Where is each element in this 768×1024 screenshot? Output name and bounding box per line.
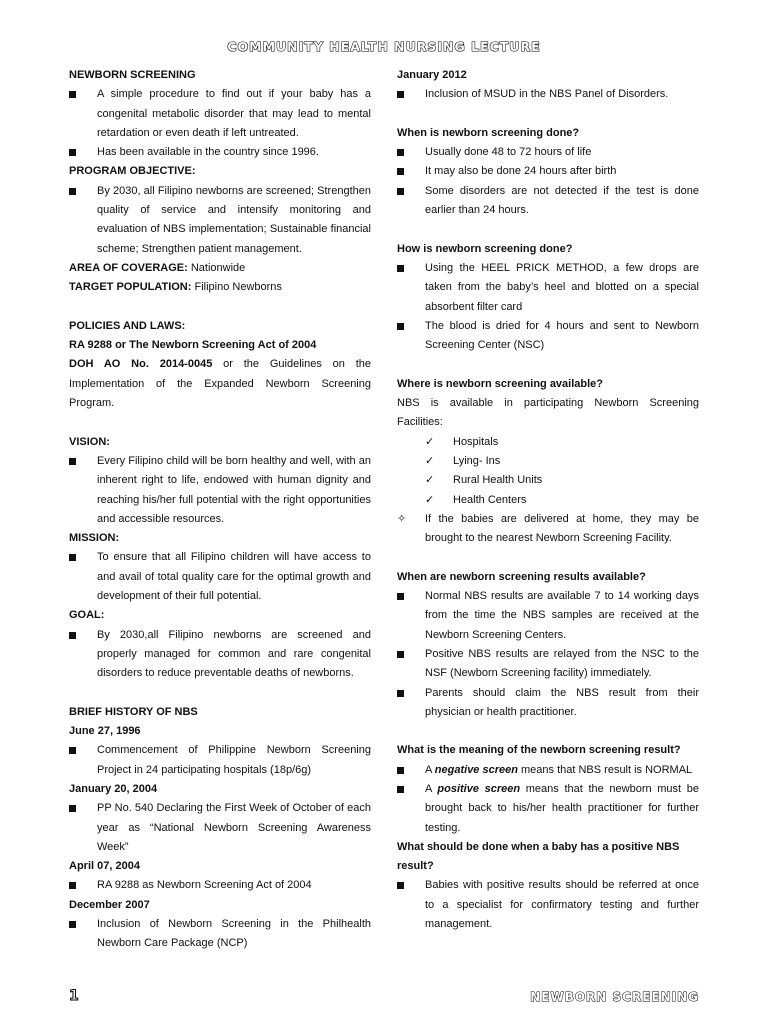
list-item-text: Every Filipino child will be born healthy and well, with an inherent right to life, endowed with human dignity and reaching his/her full potential with the right opportunities and accessible resources.	[97, 454, 371, 525]
section-heading-goal: GOAL:	[69, 609, 105, 622]
history-date: January 2012	[397, 69, 467, 81]
coverage-label: AREA OF COVERAGE:	[69, 261, 188, 274]
list-item-text: Commencement of Philippine Newborn Screening Project in 24 participating hospitals (18p/6g)	[97, 744, 371, 776]
list-item	[69, 915, 371, 954]
doh-text: or the Guidelines on the Implementation of the Expanded Newborn Screening Program.	[69, 358, 372, 410]
square-bullet-icon	[69, 915, 83, 935]
list-item	[69, 741, 371, 780]
target-label: TARGET POPULATION:	[69, 281, 192, 294]
square-bullet-icon	[69, 452, 83, 472]
list-item	[397, 85, 699, 104]
section-heading-mission: MISSION:	[69, 532, 120, 545]
list-item	[69, 143, 371, 162]
section-heading-meaning: What is the meaning of the newborn screening result?	[397, 744, 681, 757]
history-date: January 20, 2004	[69, 782, 158, 795]
square-bullet-icon	[69, 85, 83, 105]
list-item	[69, 182, 371, 259]
history-date: December 2007	[69, 898, 150, 911]
list-item	[397, 587, 699, 645]
square-bullet-icon	[397, 587, 411, 607]
section-heading-positive: What should be done when a baby has a positive NBS result?	[397, 840, 680, 873]
list-item	[397, 645, 699, 684]
square-bullet-icon	[69, 799, 83, 819]
list-item-text: Hospitals	[453, 435, 499, 448]
section-heading-when: When is newborn screening done?	[397, 126, 580, 139]
list-item	[397, 317, 699, 356]
coverage-line	[69, 259, 371, 278]
list-item-text: By 2030,all Filipino newborns are screened and properly managed for common and rare congenital disorders to reduce preventable deaths of newborns.	[97, 628, 371, 680]
list-item	[397, 143, 699, 162]
page-title: COMMUNITY HEALTH NURSING LECTURE	[227, 39, 541, 54]
section-heading-objective: PROGRAM OBJECTIVE:	[69, 165, 196, 178]
list-item-text: Usually done 48 to 72 hours of life	[425, 146, 592, 159]
section-heading-where: Where is newborn screening available?	[397, 377, 604, 390]
check-mark-icon: ✓	[425, 454, 435, 467]
list-item-text: Inclusion of Newborn Screening in the Philhealth Newborn Care Package (NCP)	[97, 918, 371, 950]
positive-screen-term: positive screen	[437, 782, 521, 795]
list-item	[397, 182, 699, 221]
target-value: Filipino Newborns	[191, 281, 282, 294]
list-item-text: means that NBS result is NORMAL	[517, 763, 693, 776]
where-paragraph: NBS is available in participating Newborn Screening Facilities:	[397, 397, 699, 429]
diamond-bullet-icon: ✧	[397, 512, 407, 525]
list-item	[69, 626, 371, 684]
list-item-text: Babies with positive results should be referred at once to a specialist for confirmatory testing and further management.	[425, 879, 699, 931]
list-item	[397, 876, 699, 934]
list-item-text: Inclusion of MSUD in the NBS Panel of Disorders.	[425, 88, 669, 101]
section-heading-history: BRIEF HISTORY OF NBS	[69, 705, 198, 718]
list-item	[397, 491, 699, 510]
square-bullet-icon	[397, 259, 411, 279]
list-item	[397, 433, 699, 452]
list-item-text: By 2030, all Filipino newborns are screened; Strengthen quality of service and intensify monitoring and evaluation of NBS implementation; Sustainable financial scheme; Strengthen patient management.	[97, 184, 371, 255]
ra-line: RA 9288 or The Newborn Screening Act of 2004	[69, 339, 317, 352]
target-line	[69, 278, 371, 297]
square-bullet-icon	[69, 876, 83, 896]
list-item-text: It may also be done 24 hours after birth	[425, 165, 617, 178]
list-item-text: Some disorders are not detected if the test is done earlier than 24 hours.	[425, 184, 699, 217]
list-item	[397, 162, 699, 181]
list-item	[397, 510, 699, 549]
square-bullet-icon	[397, 684, 411, 704]
list-item-text: PP No. 540 Declaring the First Week of October of each year as “National Newborn Screening Awareness Week”	[97, 802, 371, 853]
list-item-text: Rural Health Units	[453, 474, 543, 487]
list-item	[397, 452, 699, 471]
negative-screen-term: negative screen	[434, 763, 518, 776]
page-number: 1	[69, 988, 79, 1004]
check-mark-icon: ✓	[425, 493, 435, 506]
doh-label: DOH AO No. 2014-0045	[69, 358, 213, 371]
history-date: April 07, 2004	[69, 860, 140, 873]
list-item-text: Has been available in the country since 1996.	[97, 146, 319, 159]
list-item	[69, 548, 371, 606]
section-heading-vision: VISION:	[69, 435, 110, 448]
list-item-text: Lying- Ins	[453, 454, 501, 467]
left-column	[69, 66, 371, 954]
right-column	[397, 66, 699, 934]
section-heading-policies: POLICIES AND LAWS:	[69, 319, 186, 332]
square-bullet-icon	[69, 741, 83, 761]
section-heading-results: When are newborn screening results available?	[397, 570, 646, 583]
list-item-text: Parents should claim the NBS result from their physician or health practitioner.	[425, 686, 699, 718]
list-item-text: Positive NBS results are relayed from the NSC to the NSF (Newborn Screening facility) immediately.	[425, 647, 699, 680]
check-mark-icon: ✓	[425, 474, 435, 487]
list-item	[397, 471, 699, 490]
section-heading-newborn-screening: NEWBORN SCREENING	[69, 69, 196, 81]
square-bullet-icon	[397, 143, 411, 163]
list-item	[69, 452, 371, 529]
footer-title: NEWBORN SCREENING	[530, 990, 699, 1004]
square-bullet-icon	[69, 182, 83, 202]
doh-paragraph	[69, 355, 371, 413]
check-mark-icon: ✓	[425, 435, 435, 448]
square-bullet-icon	[397, 645, 411, 665]
list-item-text: Using the HEEL PRICK METHOD, a few drops are taken from the baby’s heel and blotted on a special absorbent filter card	[425, 261, 699, 313]
list-item	[397, 259, 699, 317]
list-item	[69, 85, 371, 143]
list-item	[69, 799, 371, 857]
square-bullet-icon	[397, 780, 411, 800]
list-item-text: A	[425, 782, 438, 795]
history-date: June 27, 1996	[69, 725, 141, 738]
square-bullet-icon	[69, 626, 83, 646]
list-item-text: A simple procedure to find out if your baby has a congenital metabolic disorder that may lead to mental retardation or even death if left untreated.	[97, 88, 371, 139]
list-item-text: Health Centers	[453, 493, 527, 506]
square-bullet-icon	[69, 548, 83, 568]
list-item-text: If the babies are delivered at home, they may be brought to the nearest Newborn Screening Facility.	[425, 512, 699, 545]
square-bullet-icon	[397, 182, 411, 202]
square-bullet-icon	[397, 317, 411, 337]
list-item	[397, 684, 699, 723]
coverage-value: Nationwide	[187, 261, 246, 274]
list-item	[397, 780, 699, 838]
list-item-text: To ensure that all Filipino children will have access to and avail of total quality care for the optimal growth and development of their full potential.	[97, 551, 371, 603]
list-item-text: means that the newborn must be brought back to his/her health practitioner for further testing.	[425, 782, 700, 834]
list-item-text: RA 9288 as Newborn Screening Act of 2004	[97, 879, 312, 892]
list-item-text: Normal NBS results are available 7 to 14 working days from the time the NBS samples are received at the Newborn Screening Centers.	[425, 590, 699, 641]
list-item-text: The blood is dried for 4 hours and sent to Newborn Screening Center (NSC)	[425, 319, 699, 352]
square-bullet-icon	[397, 85, 411, 105]
square-bullet-icon	[397, 761, 411, 781]
square-bullet-icon	[69, 143, 83, 163]
square-bullet-icon	[397, 162, 411, 182]
list-item	[397, 761, 699, 780]
list-item-text: A	[425, 763, 435, 776]
section-heading-how: How is newborn screening done?	[397, 242, 573, 255]
list-item	[69, 876, 371, 895]
square-bullet-icon	[397, 876, 411, 896]
